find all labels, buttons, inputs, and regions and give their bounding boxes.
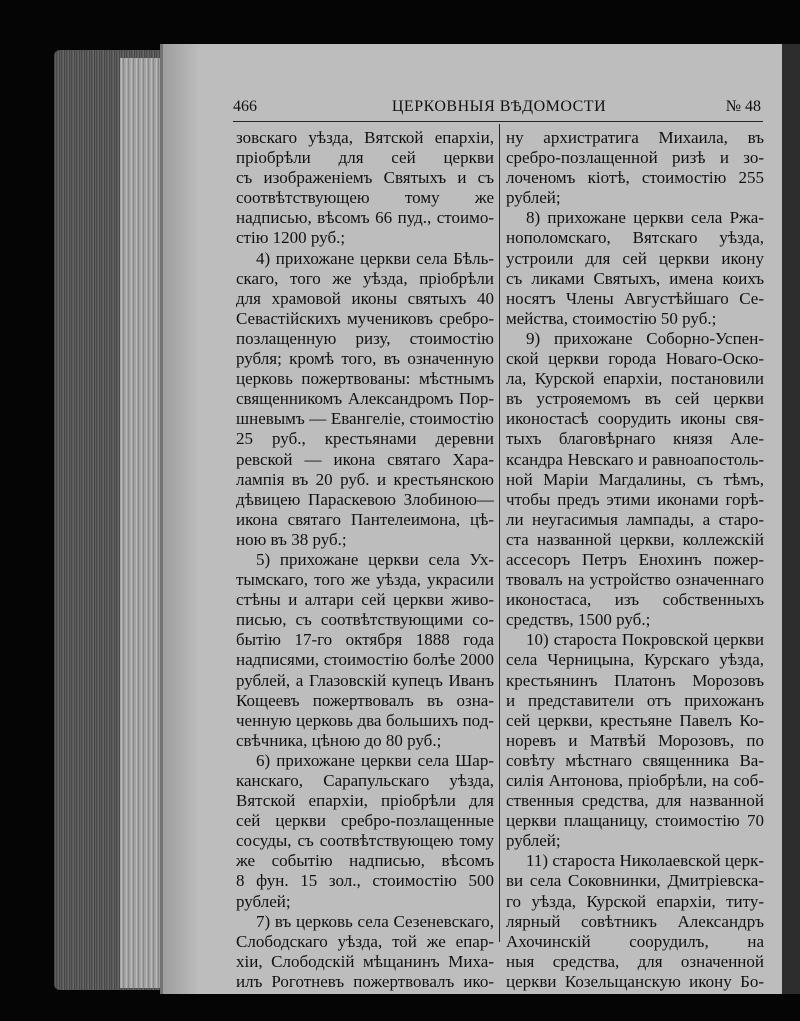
text-line: сосуды, съ соотвѣтствующею тому: [236, 831, 494, 851]
text-line: 4) прихожане церкви села Бѣль-: [256, 248, 494, 268]
text-line: сей церкви, крестьяне Павелъ Ко-: [506, 710, 764, 730]
text-line: тымскаго, того же уѣзда, украсили: [236, 570, 494, 590]
text-line: иконостаса, изъ собственныхъ: [506, 590, 764, 610]
text-line: ста названной церкви, коллежскій: [506, 529, 764, 549]
text-line: крестьянинъ Платонъ Морозовъ: [506, 670, 764, 690]
text-line: шневымъ — Евангеліе, стоимостію: [236, 409, 494, 429]
text-line: села Черницына, Курскаго уѣзда,: [506, 650, 764, 670]
text-line: ну архистратига Михаила, въ: [506, 128, 764, 147]
text-line: 9) прихожане Соборно-Успен-: [526, 328, 764, 348]
text-line: рублей;: [506, 188, 561, 208]
text-line: скаго, того же уѣзда, пріобрѣли: [236, 268, 494, 288]
text-line: церкви Козельщанскую икону Бо-: [506, 971, 764, 991]
issue-number: № 48: [725, 98, 761, 115]
text-line: нополомскаго, Вятскаго уѣзда,: [506, 228, 764, 248]
text-line: пріобрѣли для сей церкви: [236, 148, 494, 168]
text-line: средствъ, 1500 руб.;: [506, 610, 651, 630]
text-line: сребро-позлащенной ризѣ и зо-: [506, 148, 764, 168]
text-line: въ устрояемомъ въ сей церкви: [506, 389, 764, 409]
text-line: лампія въ 20 руб. и крестьянскою: [236, 469, 494, 489]
text-line: мейства, стоимостію 50 руб.;: [506, 308, 717, 328]
text-line: сей церкви сребро-позлащенные: [236, 811, 494, 831]
text-line: ственныя средства, для названной: [506, 791, 764, 811]
right-cover-edge: [782, 44, 800, 994]
text-line: чтобы предъ этими иконами горѣ-: [506, 489, 764, 509]
text-line: 25 руб., крестьянами деревни: [236, 429, 494, 449]
column-divider: [499, 124, 500, 942]
text-line: для храмовой иконы святыхъ 40: [236, 288, 494, 308]
text-line: рублей;: [506, 831, 561, 851]
text-line: устроили для сей церкви икону: [506, 248, 764, 268]
page-gutter-shadow: [160, 44, 200, 994]
left-text-column: [236, 128, 494, 992]
text-line: ревской — икона святаго Хара-: [236, 449, 494, 469]
text-line: бытію 17-го октября 1888 года: [236, 630, 494, 650]
text-line: го уѣзда, Курской епархіи, титу-: [506, 891, 764, 911]
text-line: рублей;: [236, 891, 291, 911]
text-line: лоченомъ кіотѣ, стоимостію 255: [506, 168, 764, 188]
journal-title: ЦЕРКОВНЫЯ ВѢДОМОСТИ: [391, 98, 607, 115]
running-header: [233, 96, 765, 118]
text-line: Слободскаго уѣзда, той же епар-: [236, 931, 494, 951]
text-line: хіи, Слободскій мѣщанинъ Миха-: [236, 951, 494, 971]
text-line: Кощеевъ пожертвовалъ въ озна-: [236, 690, 494, 710]
text-line: норевъ и Матвѣй Морозовъ, по: [506, 730, 764, 750]
text-line: зовскаго уѣзда, Вятской епархіи,: [236, 128, 494, 147]
text-line: рублей, а Глазовскій купецъ Иванъ: [236, 670, 494, 690]
text-line: икона святаго Пантелеимона, цѣ-: [236, 509, 494, 529]
text-line: 10) староста Покровской церкви: [526, 630, 764, 650]
text-line: ви села Соковнинки, Дмитріевска-: [506, 871, 764, 891]
text-line: ской церкви города Новаго-Оско-: [506, 349, 764, 369]
text-line: позлащенную ризу, стоимостію: [236, 328, 494, 348]
text-line: съ ликами Святыхъ, имена коихъ: [506, 268, 764, 288]
text-line: ла, Курской епархіи, постановили: [506, 369, 764, 389]
text-line: ксандра Невскаго и равноапостоль-: [506, 449, 764, 469]
text-line: надписью, вѣсомъ 66 пуд., стоимо-: [236, 208, 494, 228]
text-line: 8) прихожане церкви села Ржа-: [526, 208, 764, 228]
text-line: ною въ 38 руб.;: [236, 529, 347, 549]
text-line: тыхъ благовѣрнаго князя Але-: [506, 429, 764, 449]
text-line: лярный совѣтникъ Александръ: [506, 911, 764, 931]
text-line: ченную церковь два большихъ под-: [236, 710, 494, 730]
text-line: 5) прихожане церкви села Ух-: [256, 549, 494, 569]
text-line: силія Антонова, пріобрѣли, на соб-: [506, 771, 764, 790]
text-line: свѣчника, цѣною до 80 руб.;: [236, 730, 442, 750]
text-line: съ изображеніемъ Святыхъ и съ: [236, 168, 494, 188]
text-line: стію 1200 руб.;: [236, 228, 346, 248]
text-line: канскаго, Сарапульскаго уѣзда,: [236, 771, 494, 790]
text-line: ной Маріи Магдалины, съ тѣмъ,: [506, 469, 764, 489]
text-line: 11) староста Николаевской церк-: [526, 851, 764, 871]
text-line: дѣвицею Параскевою Злобиною—: [236, 489, 494, 509]
text-line: надписями, стоимостію болѣе 2000: [236, 650, 494, 670]
text-line: носятъ Члены Августѣйшаго Се-: [506, 288, 764, 308]
text-line: и представители отъ прихожанъ: [506, 690, 764, 710]
text-line: церковь пожертвованы: мѣстнымъ: [236, 369, 494, 389]
text-line: иконостасѣ соорудить иконы свя-: [506, 409, 764, 429]
text-line: 8 фун. 15 зол., стоимостію 500: [236, 871, 494, 891]
text-line: стѣны и алтари сей церкви живо-: [236, 590, 494, 610]
text-line: Вятской епархіи, пріобрѣли для: [236, 791, 494, 811]
text-line: писью, съ соотвѣтствующими со-: [236, 610, 494, 630]
text-line: совѣту мѣстнаго священника Ва-: [506, 750, 764, 770]
text-line: ассесоръ Петръ Енохинъ пожер-: [506, 549, 764, 569]
text-line: церкви плащаницу, стоимостію 70: [506, 811, 764, 831]
text-line: священникомъ Александромъ Пор-: [236, 389, 494, 409]
text-line: 7) въ церковь села Сезеневскаго,: [256, 911, 494, 931]
text-line: соотвѣтствующею тому же: [236, 188, 494, 208]
header-rule: [233, 121, 763, 122]
page-number: 466: [233, 98, 257, 115]
text-line: Севастійскихъ мучениковъ сребро-: [236, 308, 494, 328]
text-line: ли неугасимыя лампады, а старо-: [506, 509, 764, 529]
text-line: ныя средства, для означенной: [506, 951, 764, 971]
text-line: илъ Роготневъ пожертвовалъ ико-: [236, 971, 494, 991]
text-line: твовалъ на устройство означеннаго: [506, 570, 764, 590]
text-line: же событію надписью, вѣсомъ: [236, 851, 494, 871]
text-line: рубля; кромѣ того, въ означенную: [236, 349, 494, 369]
text-line: 6) прихожане церкви села Шар-: [256, 750, 494, 770]
right-text-column: [506, 128, 764, 992]
text-line: Ахочинскій соорудилъ, на: [506, 931, 764, 951]
